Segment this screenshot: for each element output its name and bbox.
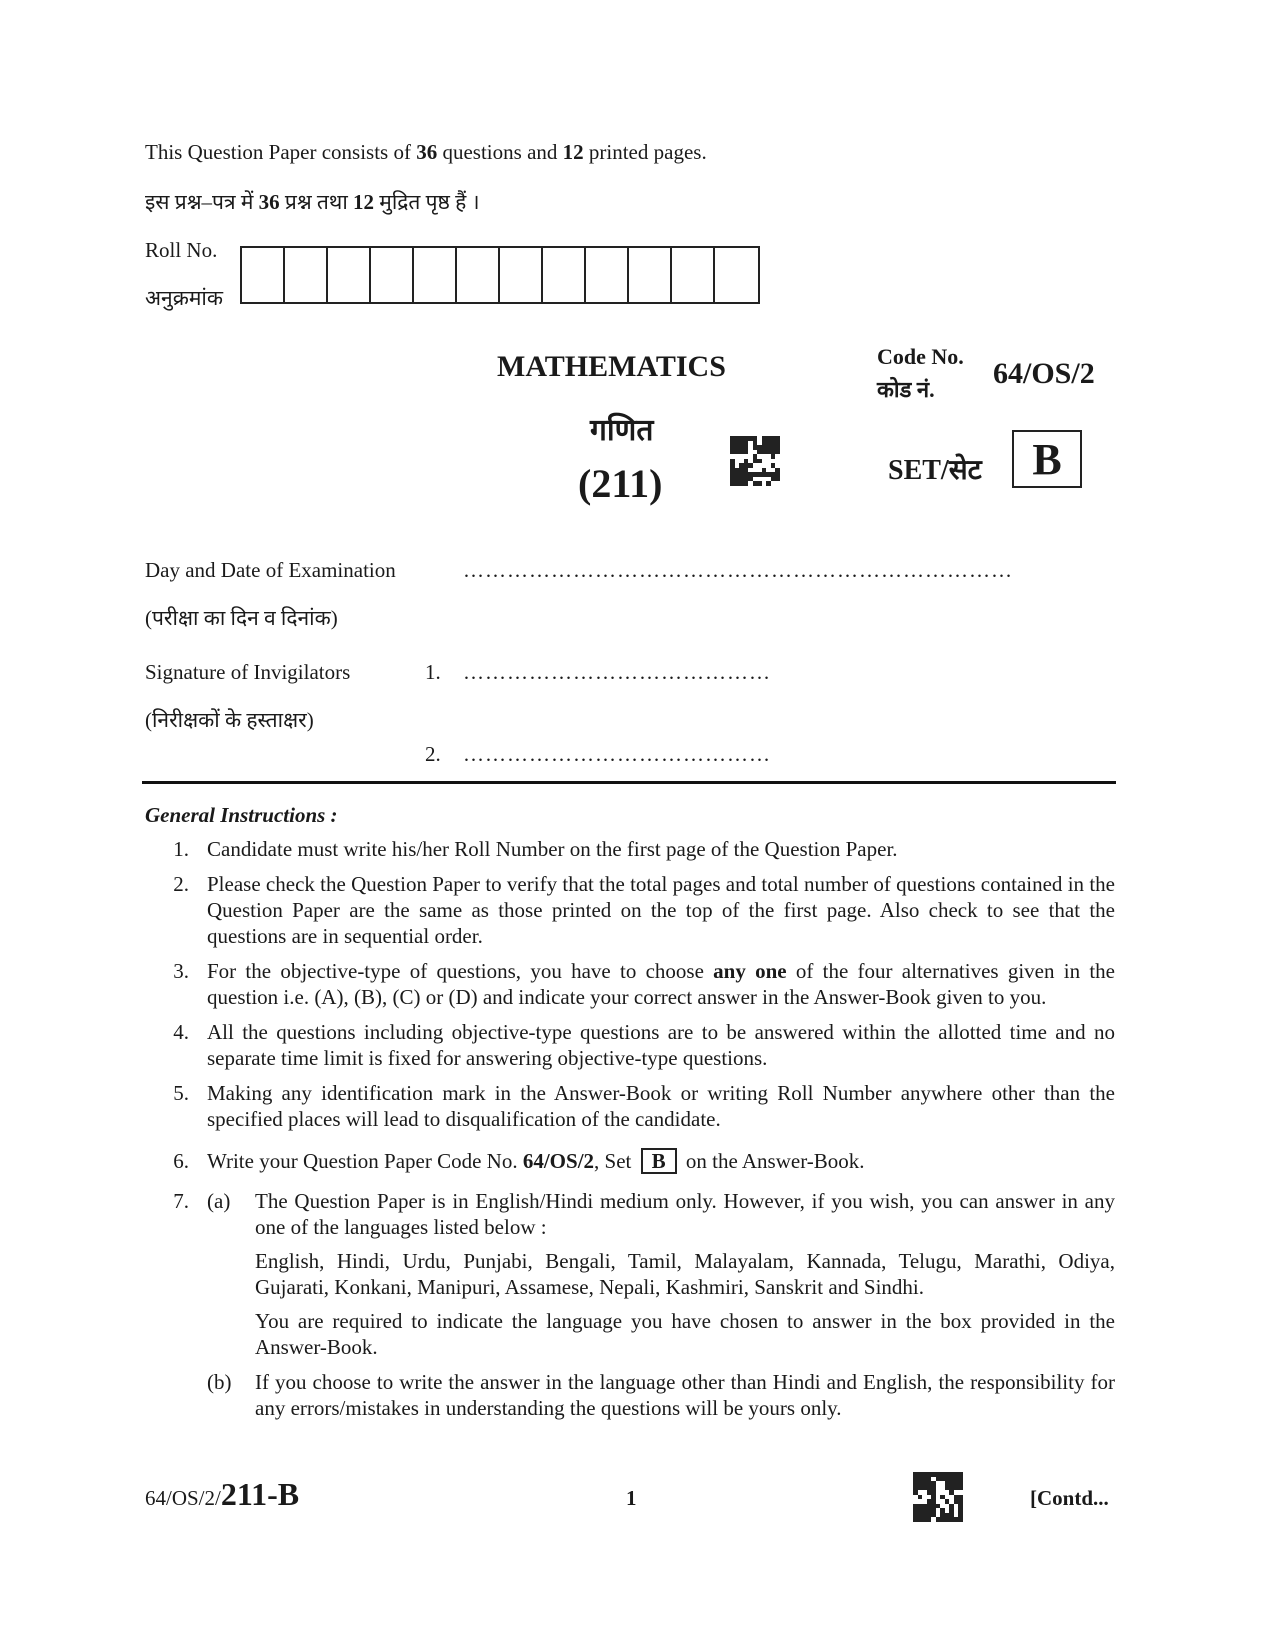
roll-number-boxes[interactable] bbox=[240, 246, 760, 304]
instruction-code: 64/OS/2 bbox=[522, 1149, 595, 1173]
divider bbox=[142, 781, 1116, 784]
exam-date-field[interactable]: ………………………………………………………………… bbox=[463, 558, 1013, 582]
signature-label-hi: (निरीक्षकों के हस्ताक्षर) bbox=[145, 708, 314, 732]
contd-label: [Contd... bbox=[1030, 1486, 1109, 1510]
instruction-number: 3. bbox=[173, 959, 189, 983]
roll-number-box[interactable] bbox=[242, 248, 285, 302]
roll-number-box[interactable] bbox=[629, 248, 672, 302]
qr-code-icon bbox=[913, 1472, 963, 1522]
sub-label: (b) bbox=[207, 1370, 232, 1394]
roll-number-box[interactable] bbox=[543, 248, 586, 302]
pages-count-hi: 12 bbox=[353, 190, 375, 214]
instruction-number: 2. bbox=[173, 872, 189, 896]
signature-2-field[interactable]: …………………………………… bbox=[463, 742, 771, 766]
code-value: 64/OS/2 bbox=[993, 357, 1095, 390]
instruction-item bbox=[145, 1188, 1115, 1430]
footer-paper-code bbox=[145, 1476, 299, 1513]
instruction-number: 5. bbox=[173, 1081, 189, 1105]
roll-number-box[interactable] bbox=[500, 248, 543, 302]
footer-code-prefix: 64/OS/2/ bbox=[145, 1486, 221, 1510]
code-label-hi: कोड नं. bbox=[877, 377, 935, 402]
instruction-text bbox=[207, 1148, 1115, 1174]
instructions-heading: General Instructions : bbox=[145, 803, 338, 827]
instruction-item bbox=[145, 871, 1115, 949]
consists-en-pre: This Question Paper consists of bbox=[145, 140, 417, 164]
instruction-emphasis: any one bbox=[713, 959, 787, 983]
roll-label-hi: अनुक्रमांक bbox=[145, 286, 223, 310]
roll-number-box[interactable] bbox=[586, 248, 629, 302]
sub-label: (a) bbox=[207, 1189, 231, 1213]
roll-number-box[interactable] bbox=[328, 248, 371, 302]
pages-count: 12 bbox=[562, 140, 584, 164]
instruction-text bbox=[207, 958, 1115, 1010]
signature-1-number: 1. bbox=[425, 660, 441, 684]
subject-name-hi: गणित bbox=[590, 414, 654, 447]
exam-date-label-en: Day and Date of Examination bbox=[145, 558, 396, 582]
paper-consists-hi bbox=[145, 188, 480, 216]
roll-number-box[interactable] bbox=[715, 248, 758, 302]
roll-number-box[interactable] bbox=[457, 248, 500, 302]
instruction-number: 4. bbox=[173, 1020, 189, 1044]
consists-hi-pre: इस प्रश्न–पत्र में bbox=[145, 190, 259, 214]
instruction-item bbox=[145, 958, 1115, 1010]
instruction-text-pre: For the objective-type of questions, you have to choose bbox=[207, 959, 714, 983]
instruction-text-post: of the four alternatives given in the question i.e. (A), (B), (C) or (D) and indicate your correct answer in the Answer-Book given to you. bbox=[207, 959, 1115, 1009]
subject-code: (211) bbox=[578, 461, 663, 506]
instruction-item bbox=[145, 1019, 1115, 1071]
sub-body bbox=[255, 1188, 1115, 1360]
instruction-7b bbox=[207, 1369, 1115, 1421]
roll-label-en: Roll No. bbox=[145, 238, 218, 262]
instruction-number: 6. bbox=[173, 1149, 189, 1173]
set-box: B bbox=[1012, 430, 1082, 488]
set-label: SET/सेट bbox=[888, 455, 982, 486]
consists-hi-mid: प्रश्न तथा bbox=[279, 190, 354, 214]
instruction-text-post: on the Answer-Book. bbox=[680, 1149, 865, 1173]
instruction-number: 7. bbox=[173, 1189, 189, 1213]
questions-count: 36 bbox=[416, 140, 438, 164]
paper-consists-en bbox=[145, 140, 707, 165]
instruction-number: 1. bbox=[173, 837, 189, 861]
signature-2-number: 2. bbox=[425, 742, 441, 766]
sub-text: If you choose to write the answer in the language other than Hindi and English, the responsibility for any errors/mistakes in understanding the questions will be yours only. bbox=[255, 1370, 1115, 1420]
signature-label-en: Signature of Invigilators bbox=[145, 660, 351, 684]
instruction-item bbox=[145, 1148, 1115, 1174]
language-note: You are required to indicate the language you have chosen to answer in the box provided in the Answer-Book. bbox=[255, 1309, 1115, 1359]
general-instructions bbox=[145, 803, 1115, 1439]
instruction-7-body bbox=[207, 1188, 1115, 1430]
roll-number-box[interactable] bbox=[414, 248, 457, 302]
footer-code-main: 211-B bbox=[220, 1476, 300, 1512]
instruction-text: Candidate must write his/her Roll Number on the first page of the Question Paper. bbox=[207, 837, 898, 861]
instruction-item bbox=[145, 1080, 1115, 1132]
page-number: 1 bbox=[626, 1486, 637, 1510]
questions-count-hi: 36 bbox=[258, 190, 280, 214]
subject-name-en: MATHEMATICS bbox=[497, 350, 726, 383]
qr-code-icon bbox=[730, 436, 780, 486]
instruction-7a bbox=[207, 1188, 1115, 1360]
sub-text: The Question Paper is in English/Hindi medium only. However, if you wish, you can answer in any one of the languages listed below : bbox=[255, 1189, 1115, 1239]
instruction-text: Making any identification mark in the Answer-Book or writing Roll Number anywhere other than the specified places will lead to disqualification of the candidate. bbox=[207, 1081, 1115, 1131]
roll-number-box[interactable] bbox=[371, 248, 414, 302]
language-list: English, Hindi, Urdu, Punjabi, Bengali, Tamil, Malayalam, Kannada, Telugu, Marathi, Odiya, Gujarati, Konkani, Manipuri, Assamese, Nepali, Kashmiri, Sanskrit and Sindhi. bbox=[255, 1249, 1115, 1299]
instruction-set-box: B bbox=[641, 1148, 677, 1174]
consists-hi-post: मुद्रित पृष्ठ हैं । bbox=[374, 190, 480, 214]
consists-en-mid: questions and bbox=[437, 140, 563, 164]
consists-en-post: printed pages. bbox=[583, 140, 707, 164]
roll-number-box[interactable] bbox=[672, 248, 715, 302]
code-label-en: Code No. bbox=[877, 344, 964, 369]
instruction-text: All the questions including objective-type questions are to be answered within the allotted time and no separate time limit is fixed for answering objective-type questions. bbox=[207, 1020, 1115, 1070]
instruction-text-mid: , Set bbox=[594, 1149, 637, 1173]
instruction-text-pre: Write your Question Paper Code No. bbox=[207, 1149, 523, 1173]
instruction-text: Please check the Question Paper to verify that the total pages and total number of questions contained in the Question Paper are the same as those printed on the top of the first page. Also check to see that the questions are in sequential order. bbox=[207, 872, 1115, 948]
instruction-item bbox=[145, 836, 1115, 862]
signature-1-field[interactable]: …………………………………… bbox=[463, 660, 771, 684]
exam-date-label-hi: (परीक्षा का दिन व दिनांक) bbox=[145, 606, 338, 630]
roll-number-box[interactable] bbox=[285, 248, 328, 302]
